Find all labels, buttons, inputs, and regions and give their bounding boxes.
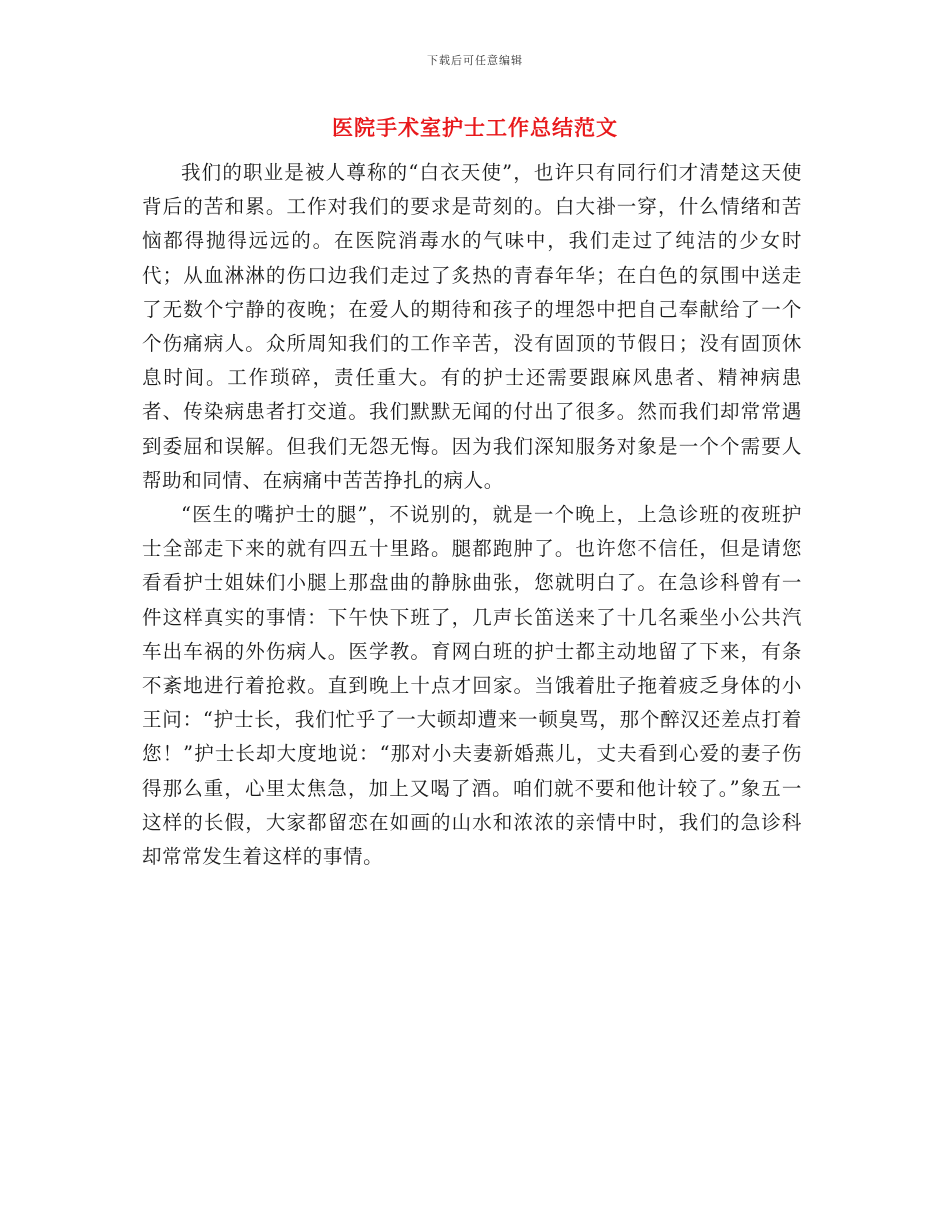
paragraph-1: 我们的职业是被人尊称的“白衣天使”，也许只有同行们才清楚这天使背后的苦和累。工作对我们的要求是苛刻的。白大褂一穿，什么情绪和苦恼都得抛得远远的。在医院消毒水的气味中，我们走过了纯洁的少女时代；从血淋淋的伤口边我们走过了炙热的青春年华；在白色的氛围中送走了无数个宁静的夜晚；在爱人的期待和孩子的埋怨中把自己奉献给了一个个伤痛病人。众所周知我们的工作辛苦，没有固顶的节假日；没有固顶休息时间。工作琐碎，责任重大。有的护士还需要跟麻风患者、精神病患者、传染病患者打交道。我们默默无闻的付出了很多。然而我们却常常遇到委屈和误解。但我们无怨无悔。因为我们深知服务对象是一个个需要人帮助和同情、在病痛中苦苦挣扎的病人。 (142, 161, 802, 492)
document-title: 医院手术室护士工作总结范文 (332, 115, 618, 140)
header-note: 下载后可任意编辑 (427, 54, 523, 67)
document-body (142, 156, 802, 874)
paragraph-2: “医生的嘴护士的腿”，不说别的，就是一个晚上，上急诊班的夜班护士全部走下来的就有四五十里路。腿都跑肿了。也许您不信任，但是请您看看护士姐妹们小腿上那盘曲的静脉曲张，您就明白了。在急诊科曾有一件这样真实的事情：下午快下班了，几声长笛送来了十几名乘坐小公共汽车出车祸的外伤病人。医学教。育网白班的护士都主动地留了下来，有条不紊地进行着抢救。直到晚上十点才回家。当饿着肚子拖着疲乏身体的小王问：“护士长，我们忙乎了一大顿却遭来一顿臭骂，那个醉汉还差点打着您！”护士长却大度地说：“那对小夫妻新婚燕儿，丈夫看到心爱的妻子伤得那么重，心里太焦急，加上又喝了酒。咱们就不要和他计较了。”象五一这样的长假，大家都留恋在如画的山水和浓浓的亲情中时，我们的急诊科却常常发生着这样的事情。 (142, 503, 802, 869)
